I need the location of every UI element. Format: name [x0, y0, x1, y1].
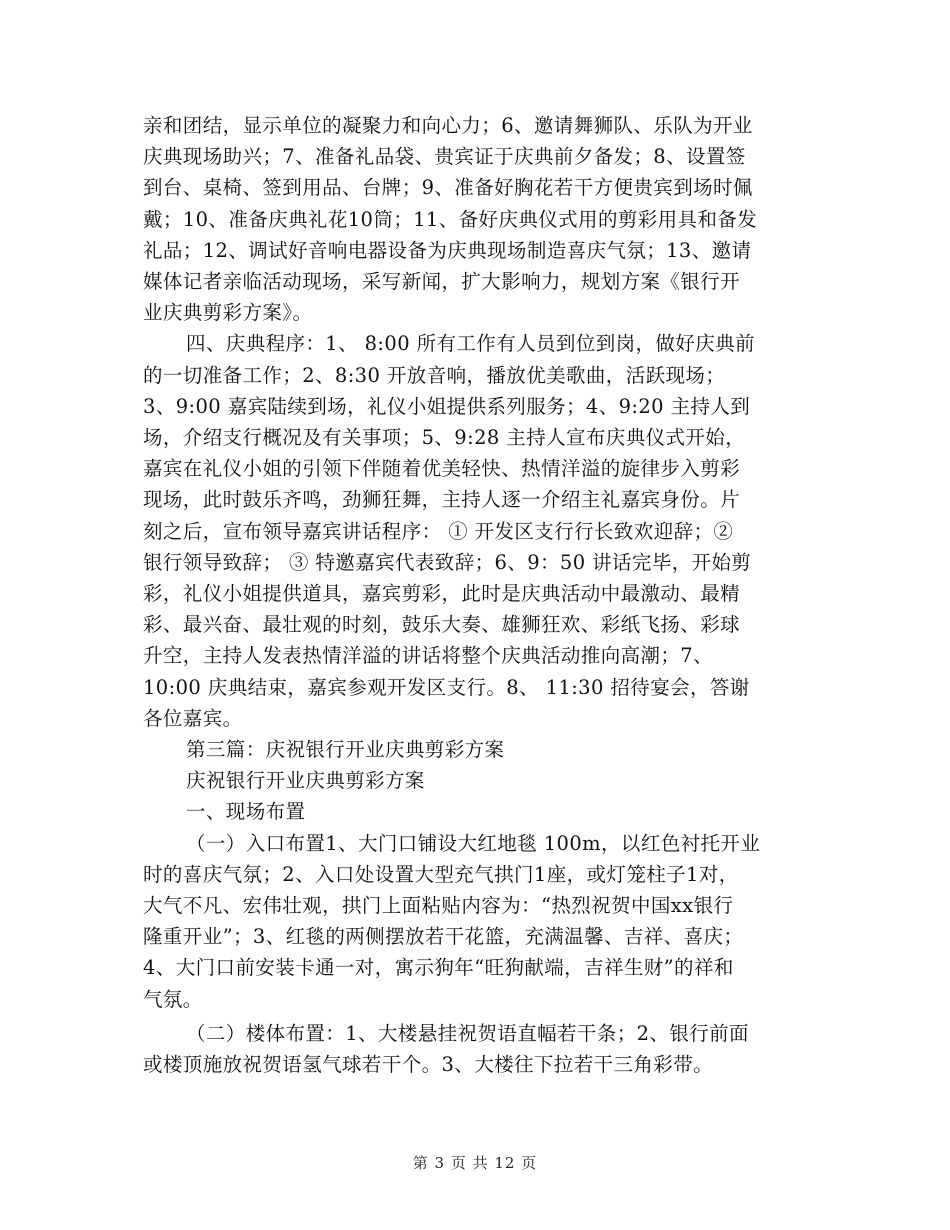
text-line: 现场，此时鼓乐齐鸣，劲狮狂舞，主持人逐一介绍主礼嘉宾身份。片	[143, 488, 741, 512]
document-body	[143, 110, 805, 1080]
text-line: 的一切准备工作；2、8:30 开放音响，播放优美歌曲，活跃现场；	[143, 363, 726, 387]
paragraph-start-line: 四、庆典程序：1、 8:00 所有工作有人员到位到岗，做好庆典前	[186, 332, 755, 356]
text-line: 大气不凡、宏伟壮观，拱门上面粘贴内容为：“热烈祝贺中国xx银行	[143, 894, 734, 918]
text-line: 礼品；12、调试好音响电器设备为庆典现场制造喜庆气氛；13、邀请	[143, 238, 752, 262]
section-heading: 第三篇：庆祝银行开业庆典剪彩方案	[186, 738, 505, 762]
text-line: 银行领导致辞； ③ 特邀嘉宾代表致辞；6、9：50 讲话完毕，开始剪	[143, 550, 752, 574]
text-line: 升空，主持人发表热情洋溢的讲话将整个庆典活动推向高潮；7、	[143, 644, 714, 668]
text-line: 嘉宾在礼仪小姐的引领下伴随着优美轻快、热情洋溢的旋律步入剪彩	[143, 457, 741, 481]
page-footer: 第 3 页 共 12 页	[412, 1154, 538, 1172]
text-line: 3、9:00 嘉宾陆续到场，礼仪小姐提供系列服务；4、9:20 主持人到	[143, 394, 751, 418]
subsection-heading: 一、现场布置	[186, 800, 306, 824]
text-line: 彩、最兴奋、最壮观的时刻，鼓乐大奏、雄狮狂欢、彩纸飞扬、彩球	[143, 613, 741, 637]
text-line: 或楼顶施放祝贺语氢气球若干个。3、大楼往下拉若干三角彩带。	[143, 1053, 714, 1077]
text-line: 戴；10、准备庆典礼花10筒；11、备好庆典仪式用的剪彩用具和备发	[143, 207, 758, 231]
paragraph-start-line: （一）入口布置1、大门口铺设大红地毯 100m，以红色衬托开业	[186, 831, 761, 855]
text-line: 10:00 庆典结束，嘉宾参观开发区支行。8、 11:30 招待宴会，答谢	[143, 675, 750, 699]
text-line: 彩，礼仪小姐提供道具，嘉宾剪彩，此时是庆典活动中最激动、最精	[143, 582, 741, 606]
text-line: 庆典现场助兴；7、准备礼品袋、贵宾证于庆典前夕备发；8、设置签	[143, 145, 746, 169]
document-title: 庆祝银行开业庆典剪彩方案	[186, 769, 425, 793]
paragraph-start-line: （二）楼体布置：1、大楼悬挂祝贺语直幅若干条；2、银行前面	[186, 1021, 749, 1045]
text-line: 场，介绍支行概况及有关事项；5、9:28 主持人宣布庆典仪式开始，	[143, 426, 746, 450]
text-line: 到台、桌椅、签到用品、台牌；9、准备好胸花若干方便贵宾到场时佩	[143, 176, 753, 200]
text-line: 亲和团结，显示单位的凝聚力和向心力；6、邀请舞狮队、乐队为开业	[143, 114, 753, 137]
text-line: 隆重开业”；3、红毯的两侧摆放若干花篮，充满温馨、吉祥、喜庆；	[143, 925, 744, 949]
text-line: 气氛。	[143, 987, 203, 1011]
text-line: 时的喜庆气氛；2、入口处设置大型充气拱门1座，或灯笼柱子1对，	[143, 862, 739, 886]
text-line: 4、大门口前安装卡通一对，寓示狗年“旺狗献端，吉祥生财”的祥和	[143, 956, 734, 980]
text-line: 媒体记者亲临活动现场，采写新闻，扩大影响力，规划方案《银行开	[143, 270, 741, 294]
text-line: 业庆典剪彩方案》。	[143, 301, 313, 325]
text-line: 刻之后，宣布领导嘉宾讲话程序： ① 开发区支行行长致欢迎辞；②	[143, 519, 734, 543]
text-line: 各位嘉宾。	[143, 706, 243, 730]
